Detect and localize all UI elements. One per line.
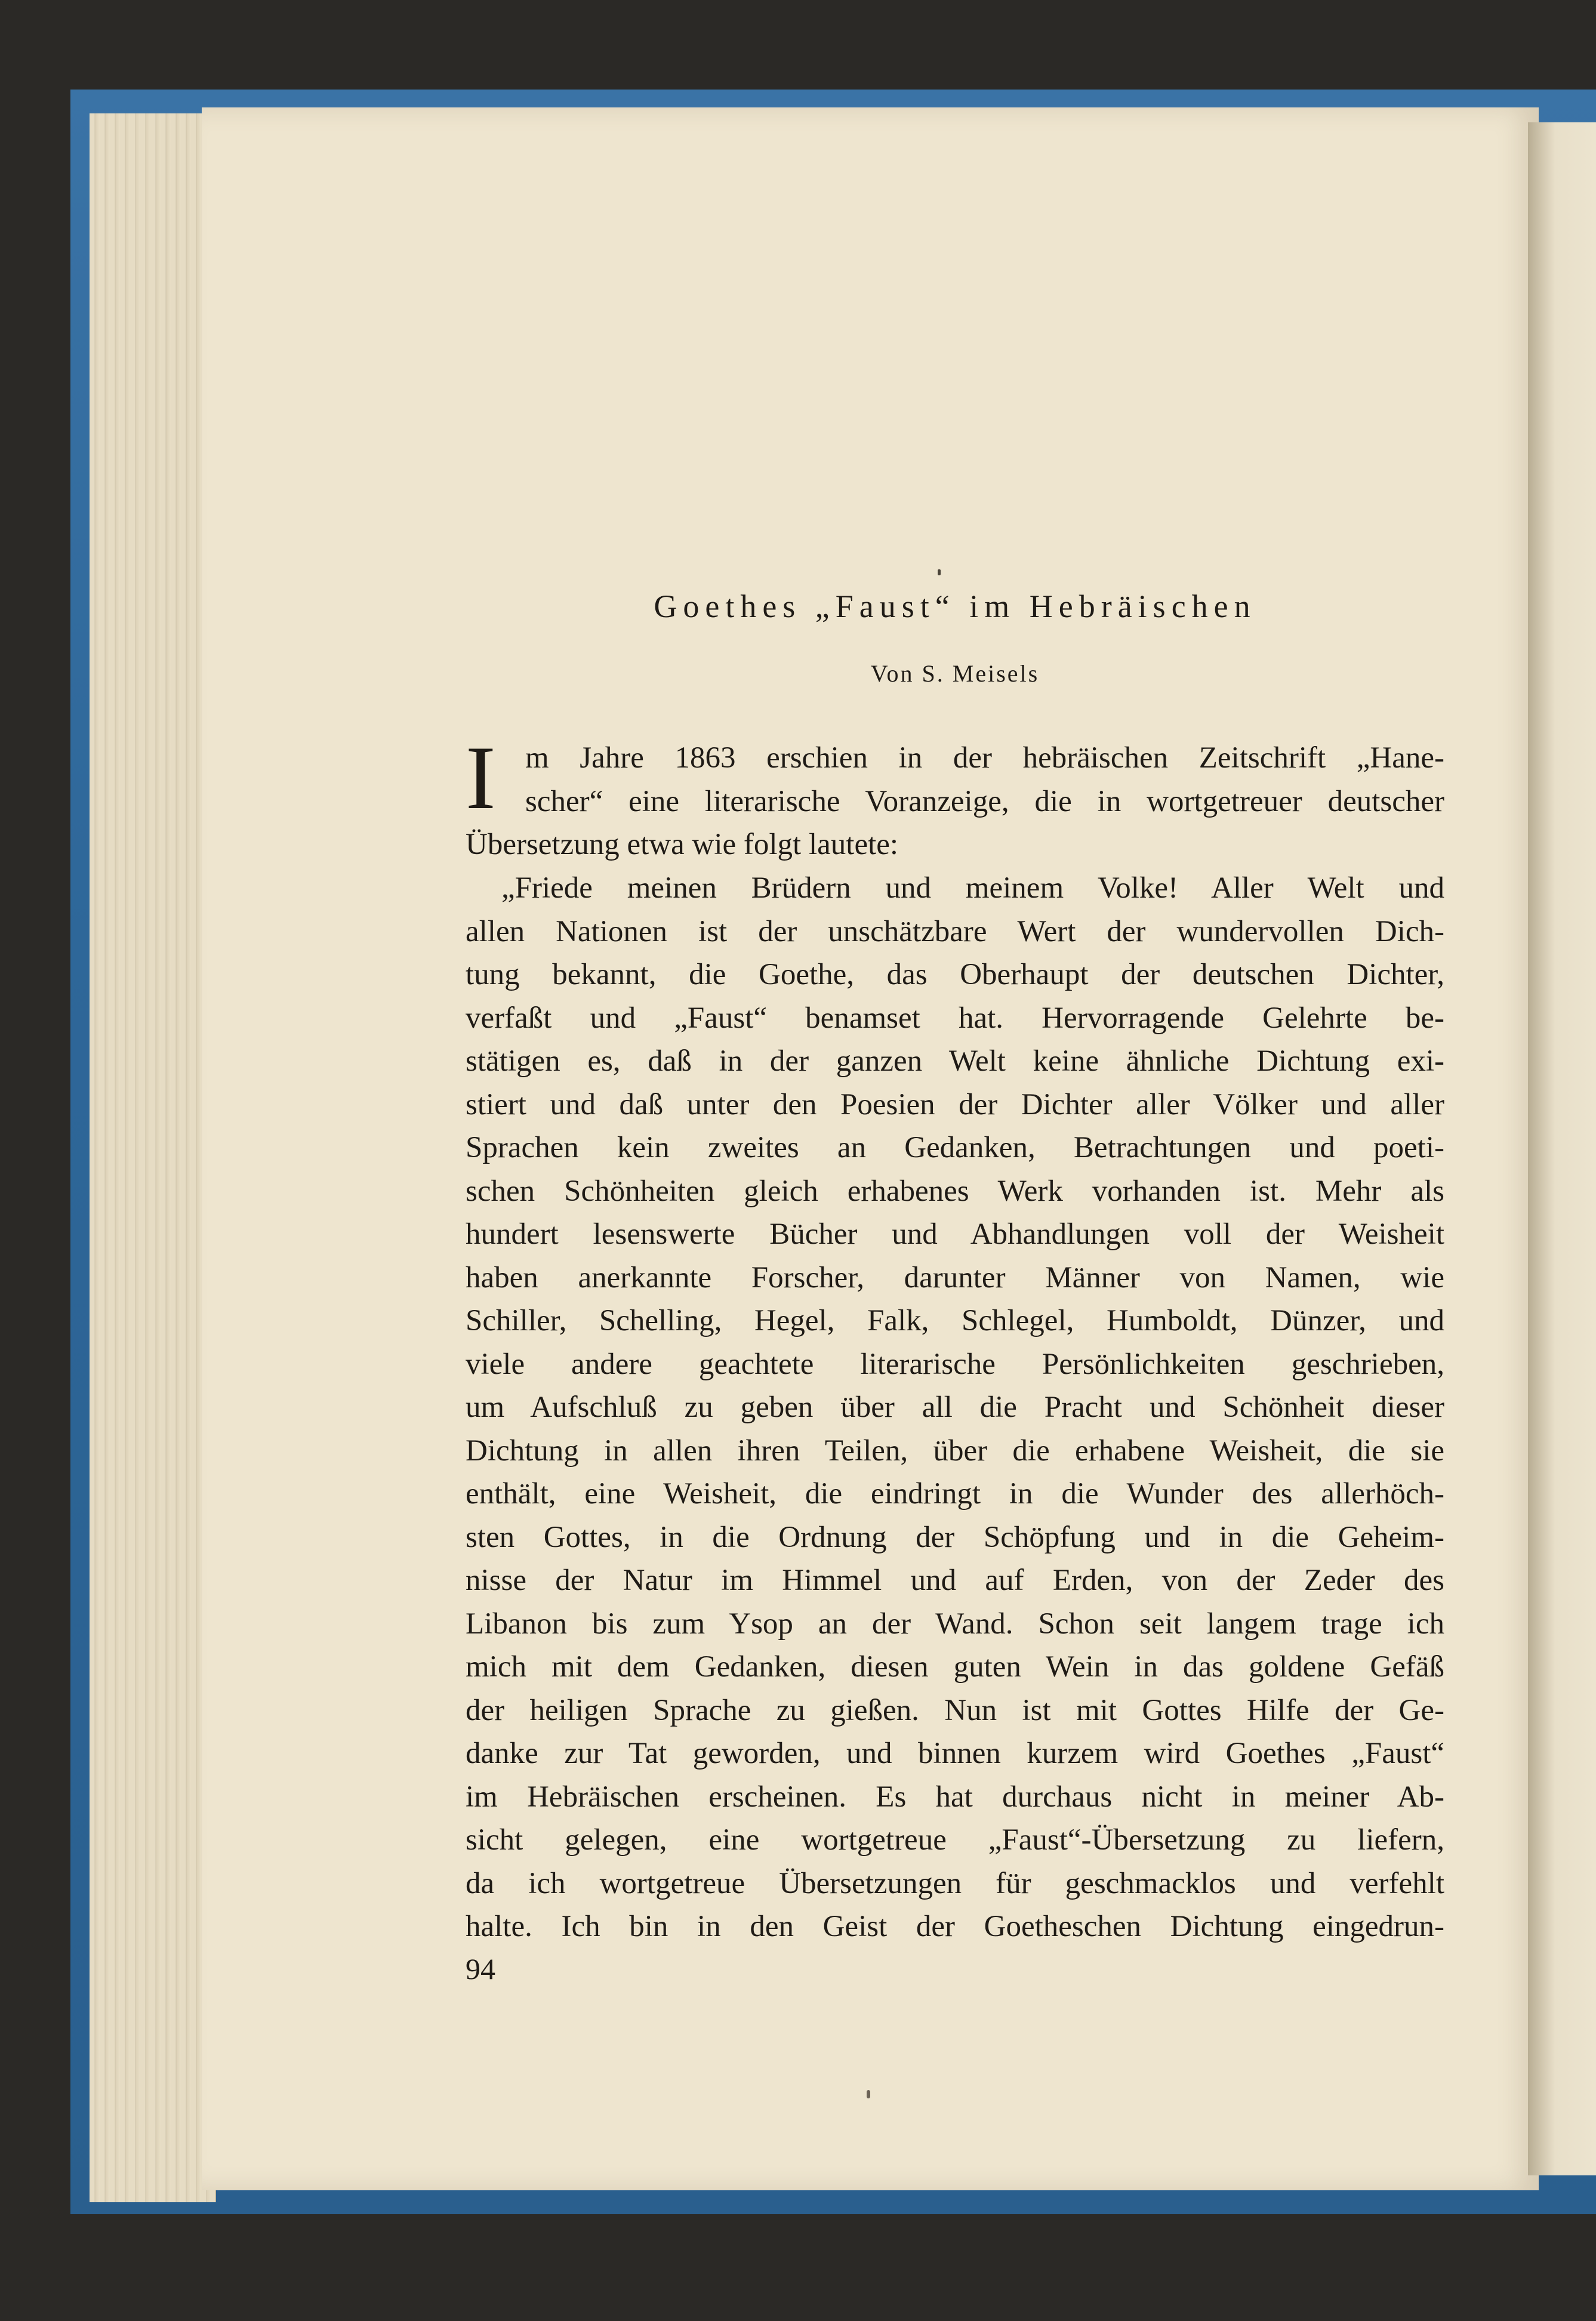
paper-speck — [867, 2090, 870, 2098]
text-line: halte. Ich bin in den Geist der Goetheschen Dichtung eingedrun- — [466, 1910, 1444, 1943]
text-line: Übersetzung etwa wie folgt lautete: — [466, 828, 899, 861]
article-byline: Von S. Meisels — [870, 660, 1040, 687]
drop-cap: I — [466, 728, 496, 828]
text-line: scher“ eine literarische Voranzeige, die in wortgetreuer deutscher — [525, 785, 1444, 818]
text-line: schen Schönheiten gleich erhabenes Werk vorhanden ist. Mehr als — [466, 1175, 1444, 1208]
text-line: nisse der Natur im Himmel und auf Erden, von der Zeder des — [466, 1564, 1444, 1597]
text-line: Schiller, Schelling, Hegel, Falk, Schlegel, Humboldt, Dünzer, und — [466, 1304, 1444, 1337]
text-line: danke zur Tat geworden, und binnen kurzem wird Goethes „Faust“ — [466, 1737, 1444, 1770]
text-line: der heiligen Sprache zu gießen. Nun ist mit Gottes Hilfe der Ge- — [466, 1694, 1444, 1727]
text-line: enthält, eine Weisheit, die eindringt in die Wunder des allerhöch- — [466, 1477, 1444, 1511]
text-line: verfaßt und „Faust“ benamset hat. Hervorragende Gelehrte be- — [466, 1001, 1444, 1035]
text-line: da ich wortgetreue Übersetzungen für geschmacklos und verfehlt — [466, 1867, 1444, 1900]
text-line: Dichtung in allen ihren Teilen, über die erhabene Weisheit, die sie — [466, 1434, 1444, 1468]
text-line: stiert und daß unter den Poesien der Dichter aller Völker und aller — [466, 1088, 1444, 1121]
facing-page-edge — [1528, 122, 1596, 2175]
text-line: sicht gelegen, eine wortgetreue „Faust“-Übersetzung zu liefern, — [466, 1823, 1444, 1857]
text-line: hundert lesenswerte Bücher und Abhandlungen voll der Weisheit — [466, 1217, 1444, 1251]
text-line: sten Gottes, in die Ordnung der Schöpfung und in die Geheim- — [466, 1521, 1444, 1554]
text-line: im Hebräischen erscheinen. Es hat durchaus nicht in meiner Ab- — [466, 1780, 1444, 1814]
text-line: haben anerkannte Forscher, darunter Männer von Namen, wie — [466, 1261, 1444, 1294]
text-line: viele andere geachtete literarische Persönlichkeiten geschrieben, — [466, 1348, 1444, 1381]
text-line: um Aufschluß zu geben über all die Pracht und Schönheit dieser — [466, 1391, 1444, 1424]
article-title: Goethes „Faust“ im Hebräischen — [654, 588, 1256, 624]
page-number: 94 — [466, 1952, 495, 1986]
text-line: tung bekannt, die Goethe, das Oberhaupt der deutschen Dichter, — [466, 958, 1444, 991]
text-line: Sprachen kein zweites an Gedanken, Betrachtungen und poeti- — [466, 1131, 1444, 1164]
text-line: Libanon bis zum Ysop an der Wand. Schon seit langem trage ich — [466, 1607, 1444, 1641]
page-edges — [90, 113, 216, 2202]
text-line: allen Nationen ist der unschätzbare Wert der wundervollen Dich- — [466, 915, 1444, 948]
text-line: m Jahre 1863 erschien in der hebräischen Zeitschrift „Hane- — [525, 741, 1444, 775]
text-line: mich mit dem Gedanken, diesen guten Wein in das goldene Gefäß — [466, 1650, 1444, 1684]
text-line: „Friede meinen Brüdern und meinem Volke! Aller Welt und — [501, 871, 1444, 905]
ink-speck — [938, 569, 941, 575]
text-line: stätigen es, daß in der ganzen Welt keine ähnliche Dichtung exi- — [466, 1044, 1444, 1078]
